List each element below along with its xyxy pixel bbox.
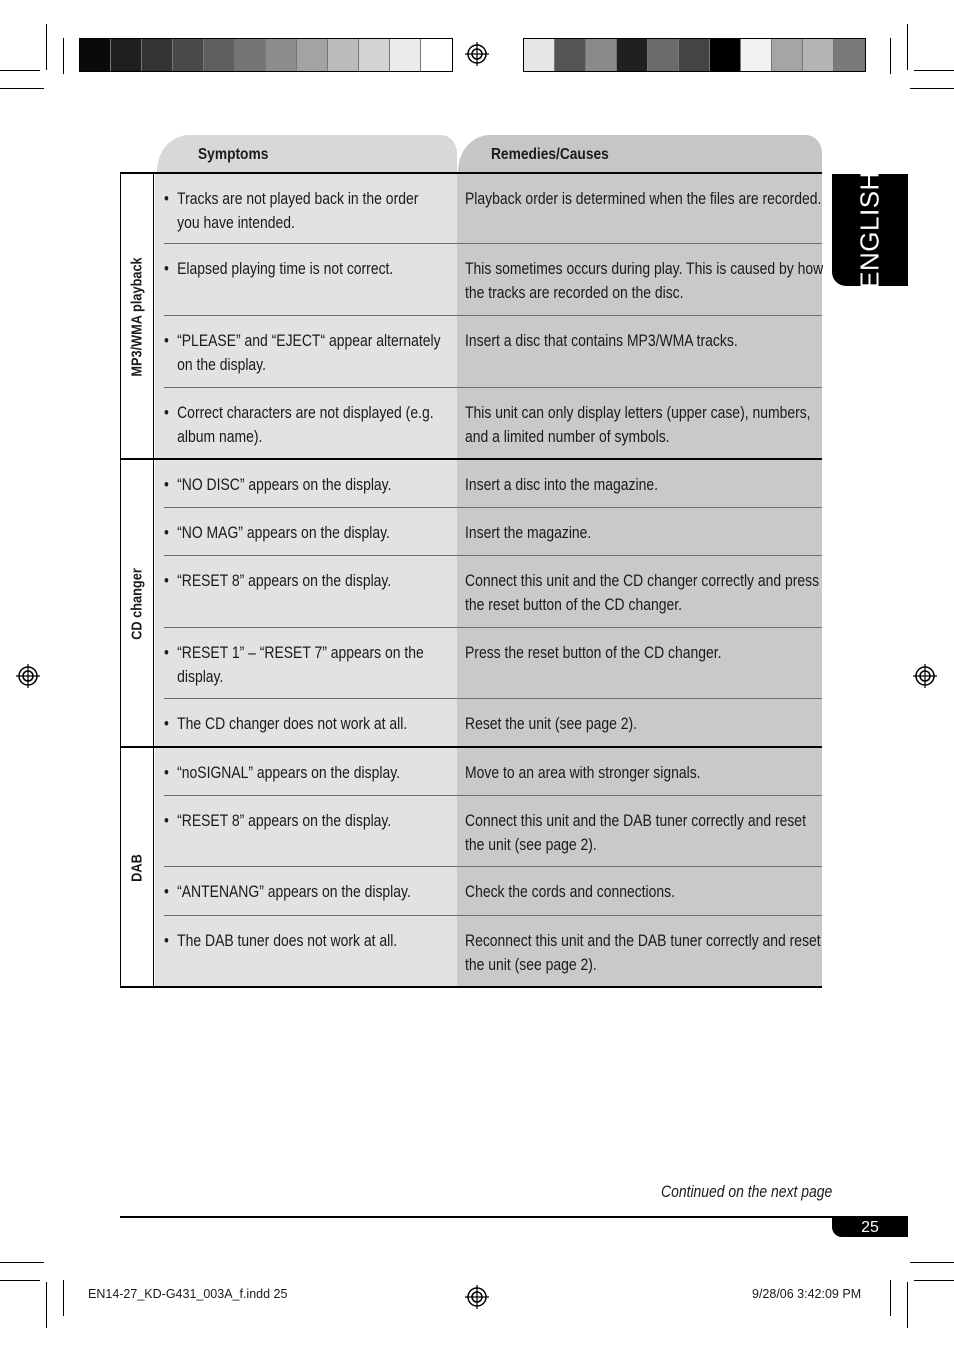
crop-mark (46, 24, 47, 70)
crop-mark (890, 38, 891, 74)
symptom-text: • Elapsed playing time is not correct. (164, 257, 443, 281)
troubleshooting-group-cd-changer (120, 460, 822, 748)
group-label: MP3/WMA playback (128, 257, 146, 377)
table-row (120, 628, 822, 699)
continued-note: Continued on the next page (661, 1182, 833, 1201)
language-label: ENGLISH (854, 171, 885, 289)
symptom-text: • “NO DISC” appears on the display. (164, 473, 443, 497)
remedy-text: This unit can only display letters (upper case), numbers, and a limited number of symbols. (465, 403, 811, 446)
symptom-text: • Tracks are not played back in the order you have intended. (164, 187, 443, 234)
page-number: 25 (832, 1218, 908, 1237)
symptom-text: • “ANTENANG” appears on the display. (164, 880, 443, 904)
remedy-text: Reset the unit (see page 2). (465, 714, 638, 733)
registration-mark-icon (16, 664, 40, 688)
grayscale-swatch-strip (79, 38, 453, 72)
crop-mark (910, 1262, 954, 1263)
symptom-text: • “NO MAG” appears on the display. (164, 521, 443, 545)
remedy-text: Check the cords and connections. (465, 882, 676, 901)
crop-mark (46, 1282, 47, 1328)
table-row (120, 699, 822, 748)
color-swatch-strip (523, 38, 866, 72)
crop-mark (910, 88, 954, 89)
crop-mark (0, 88, 44, 89)
crop-mark (0, 1262, 44, 1263)
crop-mark (914, 1280, 954, 1281)
symptom-text: • “RESET 8” appears on the display. (164, 569, 443, 593)
table-row (120, 508, 822, 556)
crop-mark (0, 1280, 40, 1281)
remedy-text: Move to an area with stronger signals. (465, 763, 701, 782)
symptom-text: • “PLEASE” and “EJECT“ appear alternately on the display. (164, 329, 443, 376)
table-row (120, 867, 822, 916)
crop-mark (63, 38, 64, 74)
registration-mark-icon (465, 42, 489, 66)
table-row (120, 556, 822, 628)
remedy-text: This sometimes occurs during play. This is caused by how the tracks are recorded on the disc. (465, 259, 824, 302)
crop-mark (907, 24, 908, 70)
symptom-text: • “RESET 8” appears on the display. (164, 809, 443, 833)
symptom-text: • Correct characters are not displayed (e.g. album name). (164, 401, 443, 448)
crop-mark (63, 1280, 64, 1316)
remedies-header (458, 135, 822, 172)
crop-mark (914, 70, 954, 71)
troubleshooting-group-dab (120, 748, 822, 988)
remedy-text: Press the reset button of the CD changer. (465, 643, 722, 662)
troubleshooting-group-mp3-wma (120, 174, 822, 460)
remedy-text: Connect this unit and the DAB tuner correctly and reset the unit (see page 2). (465, 811, 806, 854)
table-row (120, 316, 822, 388)
crop-mark (907, 1282, 908, 1328)
table-row (120, 244, 822, 316)
remedy-text: Reconnect this unit and the DAB tuner correctly and reset the unit (see page 2). (465, 931, 821, 974)
symptom-text: • The DAB tuner does not work at all. (164, 929, 443, 953)
group-label: CD changer (128, 568, 146, 640)
language-side-tab (832, 171, 908, 289)
table-row (120, 388, 822, 460)
footer-rule (120, 1216, 908, 1218)
crop-mark (0, 70, 40, 71)
file-slug: EN14-27_KD-G431_003A_f.indd 25 (88, 1287, 288, 1301)
symptoms-header (157, 135, 457, 172)
date-slug: 9/28/06 3:42:09 PM (752, 1287, 862, 1301)
remedies-header-label: Remedies/Causes (491, 146, 609, 163)
table-row (120, 460, 822, 508)
table-row (120, 748, 822, 796)
symptom-text: • The CD changer does not work at all. (164, 712, 443, 736)
registration-mark-icon (913, 664, 937, 688)
group-label: DAB (128, 854, 146, 882)
symptom-text: • “RESET 1” – “RESET 7” appears on the display. (164, 641, 443, 688)
remedy-text: Insert a disc into the magazine. (465, 475, 658, 494)
table-row (120, 796, 822, 867)
table-row (120, 916, 822, 988)
symptom-text: • “noSIGNAL” appears on the display. (164, 761, 443, 785)
table-row (120, 174, 822, 244)
crop-mark (890, 1280, 891, 1316)
remedy-text: Insert a disc that contains MP3/WMA tracks. (465, 331, 738, 350)
remedy-text: Insert the magazine. (465, 523, 592, 542)
remedy-text: Playback order is determined when the files are recorded. (465, 189, 822, 208)
remedy-text: Connect this unit and the CD changer correctly and press the reset button of the CD changer. (465, 571, 820, 614)
registration-mark-icon (465, 1285, 489, 1309)
symptoms-header-label: Symptoms (198, 146, 269, 163)
